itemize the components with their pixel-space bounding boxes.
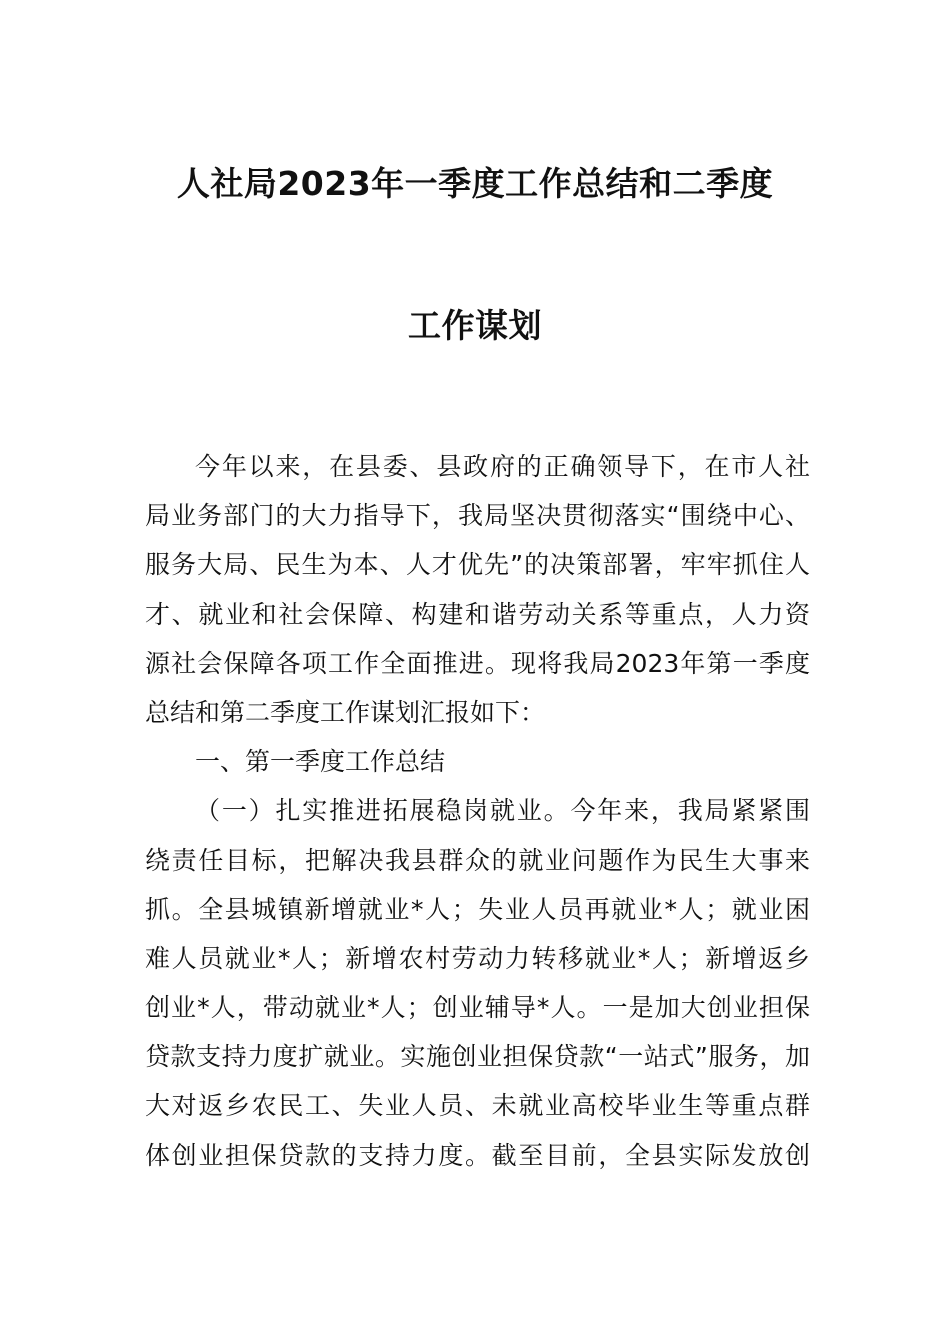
- body-line-10: 抓。全县城镇新增就业*人；失业人员再就业*人；就业困: [145, 894, 810, 924]
- document-title-line-1: 人社局2023年一季度工作总结和二季度: [176, 164, 774, 203]
- body-line-13: 贷款支持力度扩就业。实施创业担保贷款“一站式”服务，加: [145, 1042, 810, 1072]
- body-line-3: 服务大局、民生为本、人才优先”的决策部署，牢牢抓住人: [145, 550, 810, 580]
- body-line-12: 创业*人，带动就业*人；创业辅导*人。一是加大创业担保: [145, 993, 810, 1023]
- body-line-2: 局业务部门的大力指导下，我局坚决贯彻落实“围绕中心、: [145, 501, 810, 531]
- body-line-6: 总结和第二季度工作谋划汇报如下：: [145, 697, 546, 727]
- body-line-9: 绕责任目标，把解决我县群众的就业问题作为民生大事来: [145, 845, 810, 875]
- body-line-8: （一）扎实推进拓展稳岗就业。今年来，我局紧紧围: [195, 796, 810, 826]
- body-line-11: 难人员就业*人；新增农村劳动力转移就业*人；新增返乡: [145, 943, 810, 973]
- body-line-1: 今年以来，在县委、县政府的正确领导下，在市人社: [195, 452, 810, 481]
- body-line-4: 才、就业和社会保障、构建和谐劳动关系等重点，人力资: [145, 599, 810, 629]
- document-body: [145, 442, 810, 1180]
- document-title-line-2: 工作谋划: [408, 306, 542, 345]
- body-line-5: 源社会保障各项工作全面推进。现将我局2023年第一季度: [145, 648, 810, 678]
- section-heading-1: 一、第一季度工作总结: [195, 747, 446, 777]
- body-line-15: 体创业担保贷款的支持力度。截至目前，全县实际发放创: [145, 1140, 810, 1170]
- body-line-14: 大对返乡农民工、失业人员、未就业高校毕业生等重点群: [145, 1091, 810, 1121]
